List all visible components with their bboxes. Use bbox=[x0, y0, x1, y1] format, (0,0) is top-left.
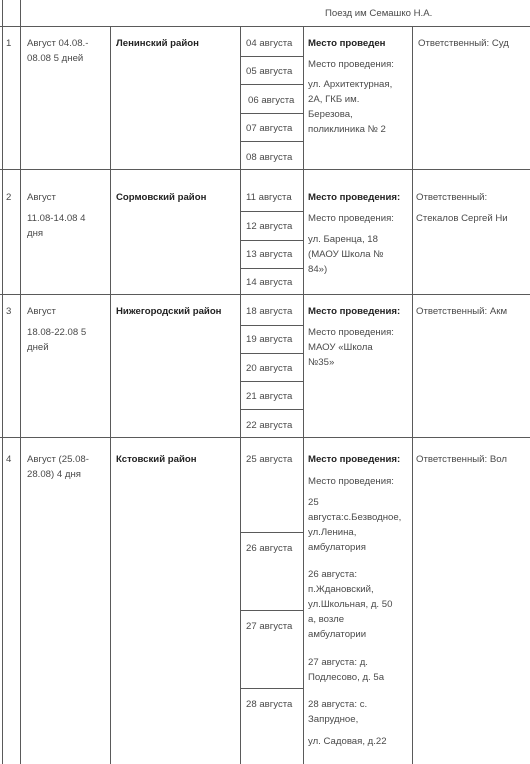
venue-line: Запрудное, bbox=[308, 714, 359, 725]
date-cell: 08 августа bbox=[246, 152, 293, 163]
date-cell: 12 августа bbox=[246, 221, 293, 232]
date-divider bbox=[241, 532, 303, 533]
venue-line: 84») bbox=[308, 264, 328, 275]
row-divider bbox=[0, 169, 530, 170]
responsible-line: Ответственный: Суд bbox=[418, 38, 509, 49]
venue-heading: Место проведен bbox=[308, 38, 386, 49]
train-title: Поезд им Семашко Н.А. bbox=[325, 8, 433, 19]
venue-line: МАОУ «Школа bbox=[308, 342, 373, 353]
venue-line: п.Ждановский, bbox=[308, 584, 374, 595]
date-cell: 06 августа bbox=[248, 95, 295, 106]
date-cell: 25 августа bbox=[246, 454, 293, 465]
col-divider bbox=[303, 26, 304, 764]
period-line: Август bbox=[27, 192, 56, 203]
date-divider bbox=[241, 688, 303, 689]
venue-heading: Место проведения: bbox=[308, 192, 401, 203]
venue-line: Место проведения: bbox=[308, 59, 394, 70]
period-line: Август bbox=[27, 306, 56, 317]
date-divider bbox=[241, 84, 303, 85]
venue-heading: Место проведения: bbox=[308, 306, 401, 317]
col-divider bbox=[2, 0, 3, 764]
venue-line: Березова, bbox=[308, 109, 353, 120]
period-line: дня bbox=[27, 228, 44, 239]
date-divider bbox=[241, 381, 303, 382]
date-divider bbox=[241, 240, 303, 241]
period-line: Август (25.08- bbox=[27, 454, 89, 465]
date-cell: 28 августа bbox=[246, 699, 293, 710]
date-cell: 04 августа bbox=[246, 38, 293, 49]
venue-line: (МАОУ Школа № bbox=[308, 249, 384, 260]
venue-line: 28 августа: с. bbox=[308, 699, 368, 710]
venue-line: 27 августа: д. bbox=[308, 657, 368, 668]
row-number: 4 bbox=[6, 454, 12, 465]
venue-line: Место проведения: bbox=[308, 327, 394, 338]
responsible-line: Стекалов Сергей Ни bbox=[416, 213, 508, 224]
date-cell: 07 августа bbox=[246, 123, 293, 134]
col-divider bbox=[20, 0, 21, 764]
period-line: Август 04.08.- bbox=[27, 38, 89, 49]
responsible-line: Ответственный: Вол bbox=[416, 454, 507, 465]
venue-line: Подлесово, д. 5а bbox=[308, 672, 385, 683]
period-line: 11.08-14.08 4 bbox=[27, 213, 86, 224]
row-divider bbox=[0, 294, 530, 295]
venue-line: ул. Архитектурная, bbox=[308, 79, 393, 90]
venue-line: ул.Школьная, д. 50 bbox=[308, 599, 393, 610]
date-cell: 21 августа bbox=[246, 391, 293, 402]
date-divider bbox=[241, 409, 303, 410]
date-divider bbox=[241, 353, 303, 354]
district-name: Кстовский район bbox=[116, 454, 197, 465]
row-number: 2 bbox=[6, 192, 12, 203]
venue-line: августа:с.Безводное, bbox=[308, 512, 402, 523]
date-cell: 20 августа bbox=[246, 363, 293, 374]
date-cell: 22 августа bbox=[246, 420, 293, 431]
row-number: 3 bbox=[6, 306, 12, 317]
col-divider bbox=[240, 26, 241, 764]
row-divider bbox=[0, 437, 530, 438]
date-divider bbox=[241, 141, 303, 142]
venue-heading: Место проведения: bbox=[308, 454, 401, 465]
district-name: Ленинский район bbox=[116, 38, 199, 49]
date-cell: 26 августа bbox=[246, 543, 293, 554]
venue-line: 2А, ГКБ им. bbox=[308, 94, 360, 105]
date-divider bbox=[241, 325, 303, 326]
district-name: Нижегородский район bbox=[116, 306, 222, 317]
venue-line: амбулатория bbox=[308, 542, 366, 553]
venue-line: №35» bbox=[308, 357, 335, 368]
date-cell: 19 августа bbox=[246, 334, 293, 345]
venue-line: Место проведения: bbox=[308, 213, 394, 224]
venue-line: ул. Садовая, д.22 bbox=[308, 736, 387, 747]
venue-line: Место проведения: bbox=[308, 476, 394, 487]
row-divider bbox=[0, 26, 530, 27]
date-divider bbox=[241, 113, 303, 114]
venue-line: а, возле bbox=[308, 614, 345, 625]
date-divider bbox=[241, 56, 303, 57]
period-line: дней bbox=[27, 342, 49, 353]
date-divider bbox=[241, 268, 303, 269]
date-cell: 27 августа bbox=[246, 621, 293, 632]
venue-line: 25 bbox=[308, 497, 319, 508]
district-name: Сормовский район bbox=[116, 192, 207, 203]
responsible-line: Ответственный: Акм bbox=[416, 306, 508, 317]
date-cell: 05 августа bbox=[246, 66, 293, 77]
venue-line: ул. Баренца, 18 bbox=[308, 234, 378, 245]
venue-line: ул.Ленина, bbox=[308, 527, 357, 538]
row-number: 1 bbox=[6, 38, 12, 49]
venue-line: 26 августа: bbox=[308, 569, 358, 580]
venue-line: амбулатории bbox=[308, 629, 367, 640]
period-line: 28.08) 4 дня bbox=[27, 469, 81, 480]
responsible-line: Ответственный: bbox=[416, 192, 488, 203]
date-divider bbox=[241, 211, 303, 212]
date-divider bbox=[241, 610, 303, 611]
period-line: 08.08 5 дней bbox=[27, 53, 84, 64]
venue-line: поликлиника № 2 bbox=[308, 124, 386, 135]
date-cell: 14 августа bbox=[246, 277, 293, 288]
col-divider bbox=[412, 26, 413, 764]
date-cell: 18 августа bbox=[246, 306, 293, 317]
period-line: 18.08-22.08 5 bbox=[27, 327, 87, 338]
date-cell: 11 августа bbox=[246, 192, 292, 203]
date-cell: 13 августа bbox=[246, 249, 293, 260]
col-divider bbox=[110, 26, 111, 764]
